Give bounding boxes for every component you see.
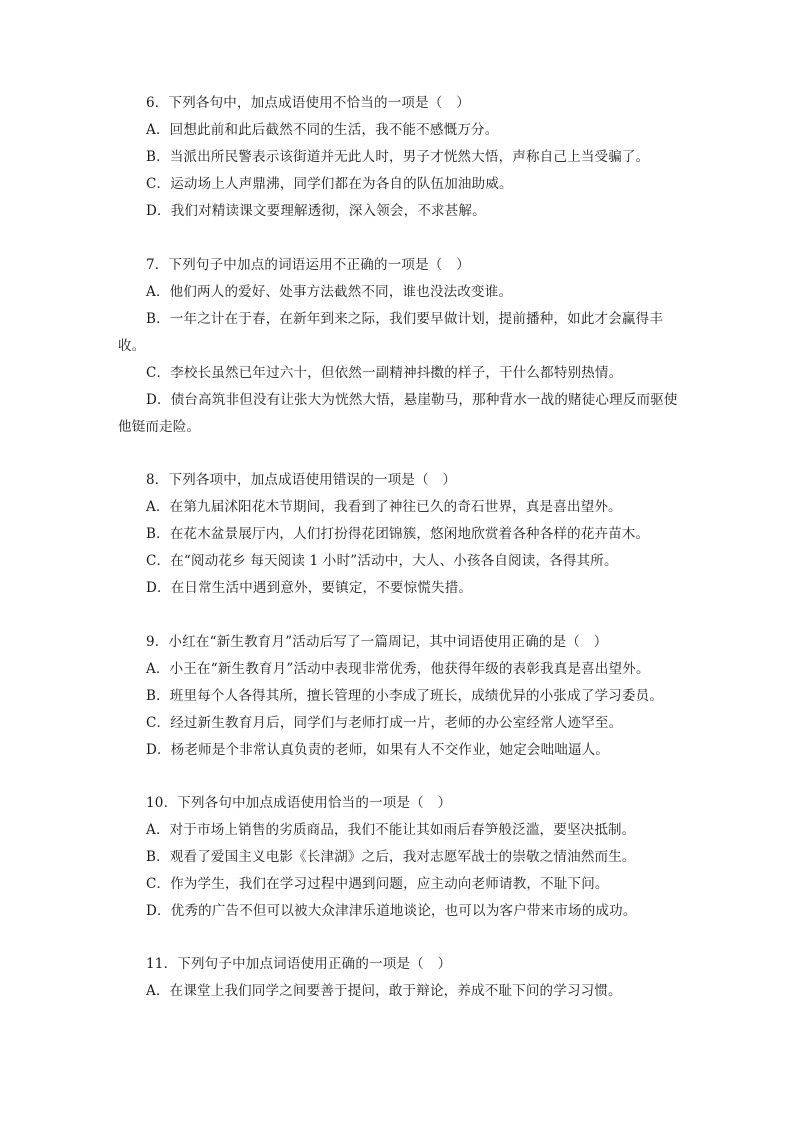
question-11 (118, 951, 678, 1005)
question-stem: 11．下列句子中加点词语使用正确的一项是（ ） (146, 956, 452, 972)
question-stem: 7．下列句子中加点的词语运用不正确的一项是（ ） (146, 257, 470, 273)
option-a: A．小王在“新生教育月”活动中表现非常优秀，他获得年级的表彰我真是喜出望外。 (146, 661, 650, 677)
question-stem: 9．小红在“新生教育月”活动后写了一篇周记，其中词语使用正确的是（ ） (146, 634, 608, 650)
question-stem: 10．下列各句中加点成语使用恰当的一项是（ ） (146, 795, 452, 811)
question-10 (118, 790, 678, 925)
option-b: B．观看了爱国主义电影《长津湖》之后，我对志愿军战士的崇敬之情油然而生。 (146, 849, 636, 865)
option-a: A．对于市场上销售的劣质商品，我们不能让其如雨后春笋般泛滥，要坚决抵制。 (146, 822, 636, 838)
option-d: D．债台高筑非但没有让张大为恍然大悟，悬崖勒马，那种背水一战的赌徒心理反而驱使他铤而走险。 (118, 392, 678, 435)
question-6 (118, 90, 678, 225)
option-d: D．优秀的广告不但可以被大众津津乐道地谈论，也可以为客户带来市场的成功。 (146, 903, 637, 919)
question-8 (118, 467, 678, 602)
option-d: D．在日常生活中遇到意外，要镇定，不要惊慌失措。 (146, 580, 473, 596)
question-stem: 8．下列各项中，加点成语使用错误的一项是（ ） (146, 472, 457, 488)
option-a: A．在课堂上我们同学之间要善于提问，敢于辩论，养成不耻下问的学习习惯。 (146, 983, 622, 999)
option-b: B．在花木盆景展厅内，人们打扮得花团锦簇，悠闲地欣赏着各种各样的花卉苗木。 (146, 526, 650, 542)
question-7 (118, 252, 678, 441)
option-d: D．杨老师是个非常认真负责的老师，如果有人不交作业，她定会咄咄逼人。 (146, 742, 610, 758)
question-9 (118, 629, 678, 764)
option-c: C．经过新生教育月后，同学们与老师打成一片，老师的办公室经常人迹罕至。 (146, 715, 623, 731)
option-b: B．当派出所民警表示该街道并无此人时，男子才恍然大悟，声称自己上当受骗了。 (146, 149, 650, 165)
option-c: C．李校长虽然已年过六十，但依然一副精神抖擞的样子，干什么都特别热情。 (146, 365, 623, 381)
option-d: D．我们对精读课文要理解透彻，深入领会，不求甚解。 (146, 203, 486, 219)
option-c: C．在“阅动花乡 每天阅读 1 小时”活动中，大人、小孩各自阅读，各得其所。 (146, 553, 618, 569)
option-a: A．回想此前和此后截然不同的生活，我不能不感慨万分。 (146, 122, 499, 138)
option-c: C．作为学生，我们在学习过程中遇到问题，应主动向老师请教，不耻下问。 (146, 876, 609, 892)
option-b: B．班里每个人各得其所，擅长管理的小李成了班长，成绩优异的小张成了学习委员。 (146, 688, 664, 704)
option-c: C．运动场上人声鼎沸，同学们都在为各自的队伍加油助威。 (146, 176, 513, 192)
question-stem: 6．下列各句中，加点成语使用不恰当的一项是（ ） (146, 95, 470, 111)
option-a: A．在第九届沭阳花木节期间，我看到了神往已久的奇石世界，真是喜出望外。 (146, 499, 622, 515)
option-a: A．他们两人的爱好、处事方法截然不同，谁也没法改变谁。 (146, 284, 513, 300)
option-b: B．一年之计在于春，在新年到来之际，我们要早做计划，提前播种，如此才会赢得丰收。 (118, 311, 664, 354)
